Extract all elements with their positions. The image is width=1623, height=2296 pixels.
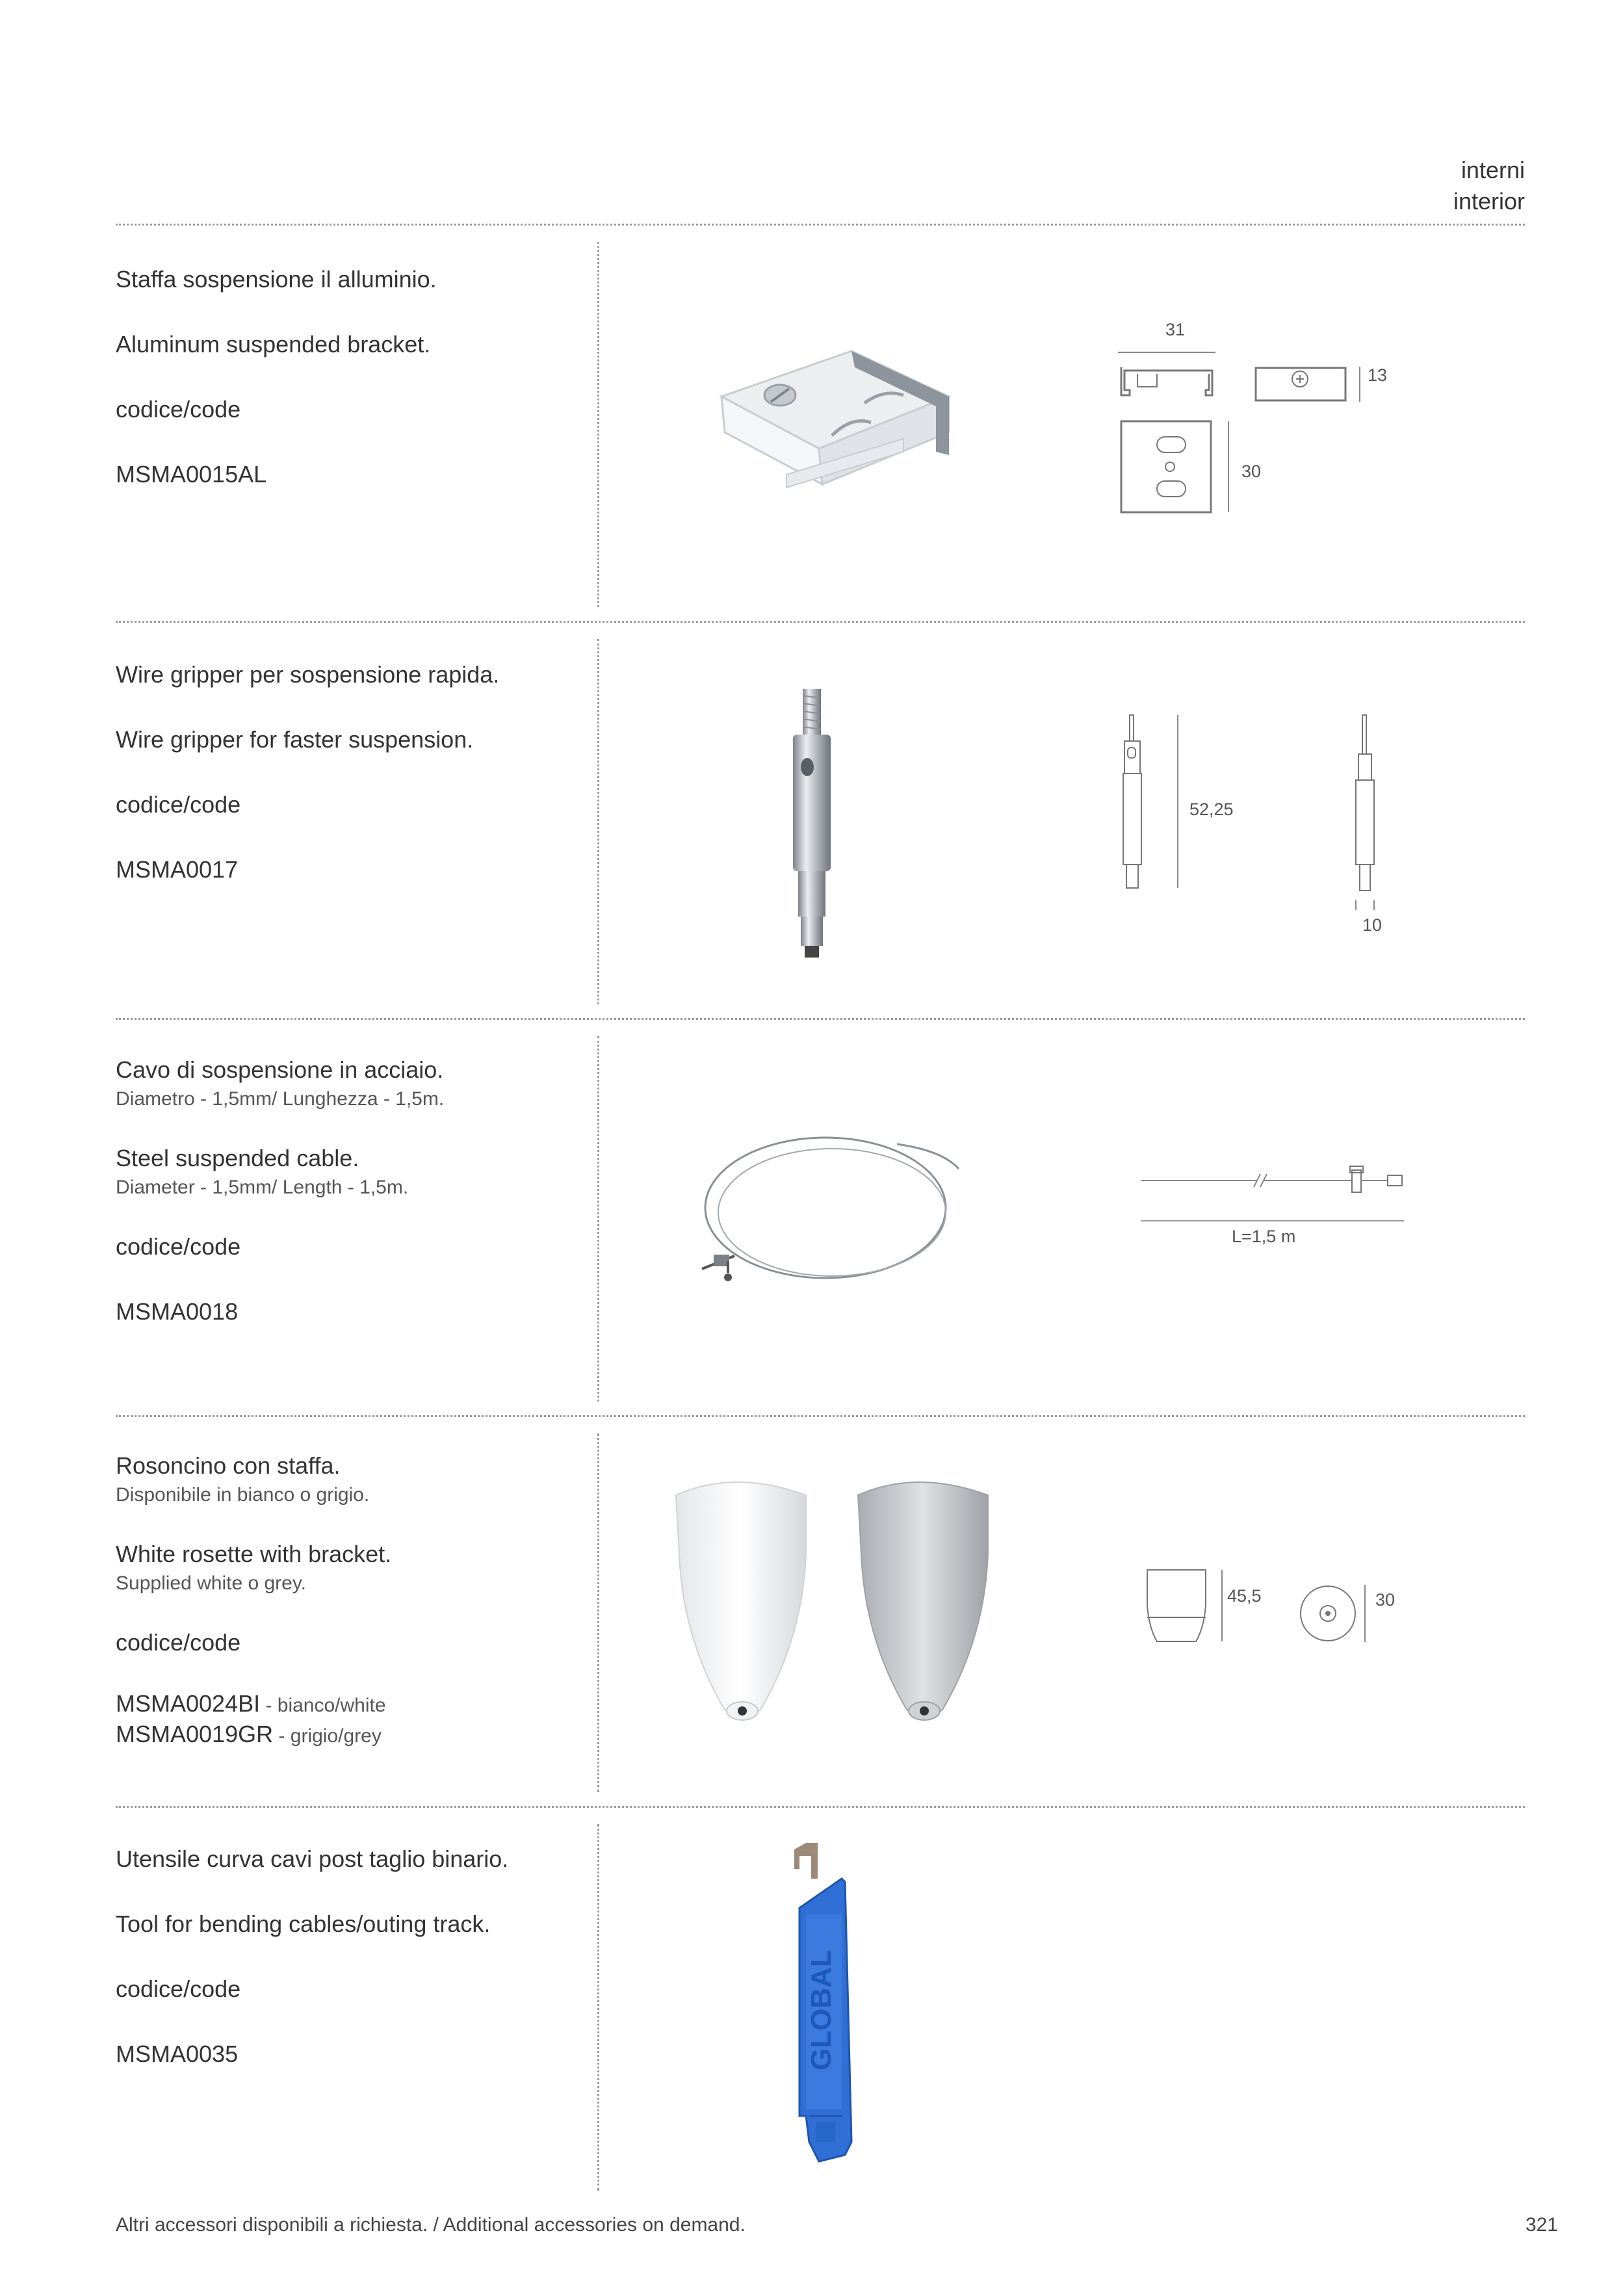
product-tool-text [116, 1845, 571, 2068]
column-divider [597, 1824, 599, 2191]
tool-brand: GLOBAL [805, 1950, 837, 2070]
dim-height-top: 13 [1368, 365, 1388, 385]
bracket-photo [708, 325, 962, 520]
title-it: Rosoncino con staffa. [116, 1452, 341, 1479]
dim-length: 52,25 [1189, 800, 1234, 819]
column-divider [597, 639, 599, 1004]
title-en: Wire gripper for faster suspension. [116, 726, 474, 753]
title-it: Utensile curva cavi post taglio binario. [116, 1846, 509, 1872]
code-label: codice/code [116, 1976, 241, 2002]
subtitle-en: Diameter - 1,5mm/ Length - 1,5m. [116, 1177, 409, 1198]
rosette-photos [663, 1476, 1014, 1736]
title-en: White rosette with bracket. [116, 1541, 392, 1567]
header-line-en: interior [1453, 188, 1525, 215]
dim-diameter: 30 [1375, 1590, 1396, 1610]
code-white: MSMA0024BI [116, 1690, 261, 1717]
dim-height-side: 30 [1241, 462, 1262, 481]
code-label: codice/code [116, 1233, 241, 1260]
code-grey-suffix: - grigio/grey [273, 1725, 382, 1747]
column-divider [597, 1433, 599, 1792]
product-code-white [116, 1689, 571, 1720]
separator [116, 1018, 1525, 1020]
dim-height: 45,5 [1227, 1586, 1262, 1606]
footer-note: Altri accessori disponibili a richiesta. / Additional accessories on demand. [116, 2214, 746, 2236]
separator [116, 224, 1525, 226]
column-divider [597, 1036, 599, 1402]
subtitle-it: Disponibile in bianco o grigio. [116, 1484, 370, 1506]
header-line-it: interni [1461, 157, 1525, 183]
cable-photo [702, 1125, 975, 1294]
product-code: MSMA0015AL [116, 461, 267, 488]
product-cable-text [116, 1056, 571, 1326]
product-bracket-text [116, 265, 571, 489]
title-it: Cavo di sospensione in acciaio. [116, 1056, 444, 1083]
code-label: codice/code [116, 396, 241, 423]
title-en: Steel suspended cable. [116, 1145, 359, 1171]
page-number: 321 [1525, 2214, 1558, 2236]
separator [116, 1415, 1525, 1417]
product-wire-gripper-text [116, 660, 571, 884]
subtitle-it: Diametro - 1,5mm/ Lunghezza - 1,5m. [116, 1088, 445, 1110]
cable-drawing [1141, 1157, 1407, 1222]
product-code: MSMA0017 [116, 856, 239, 883]
title-en: Tool for bending cables/outing track. [116, 1911, 491, 1937]
rosette-drawing [1144, 1567, 1404, 1658]
wire-gripper-photo [773, 689, 851, 962]
dim-length: L=1,5 m [1232, 1227, 1296, 1246]
dim-width: 31 [1165, 320, 1186, 339]
title-it: Staffa sospensione il alluminio. [116, 266, 437, 293]
product-code-grey [116, 1720, 571, 1751]
code-label: codice/code [116, 791, 241, 818]
page-header [1453, 155, 1525, 217]
dim-width: 10 [1362, 915, 1383, 935]
code-white-suffix: - bianco/white [260, 1695, 386, 1716]
product-rosette-text [116, 1452, 571, 1751]
separator [116, 1806, 1525, 1808]
code-label: codice/code [116, 1629, 241, 1656]
column-divider [597, 242, 599, 607]
title-it: Wire gripper per sospensione rapida. [116, 661, 500, 688]
product-code: MSMA0035 [116, 2041, 239, 2067]
title-en: Aluminum suspended bracket. [116, 331, 431, 358]
separator [116, 621, 1525, 623]
tool-photo [780, 1843, 884, 2187]
code-grey: MSMA0019GR [116, 1721, 274, 1747]
product-code: MSMA0018 [116, 1298, 239, 1325]
wire-gripper-drawing [1118, 715, 1417, 910]
subtitle-en: Supplied white o grey. [116, 1572, 306, 1594]
